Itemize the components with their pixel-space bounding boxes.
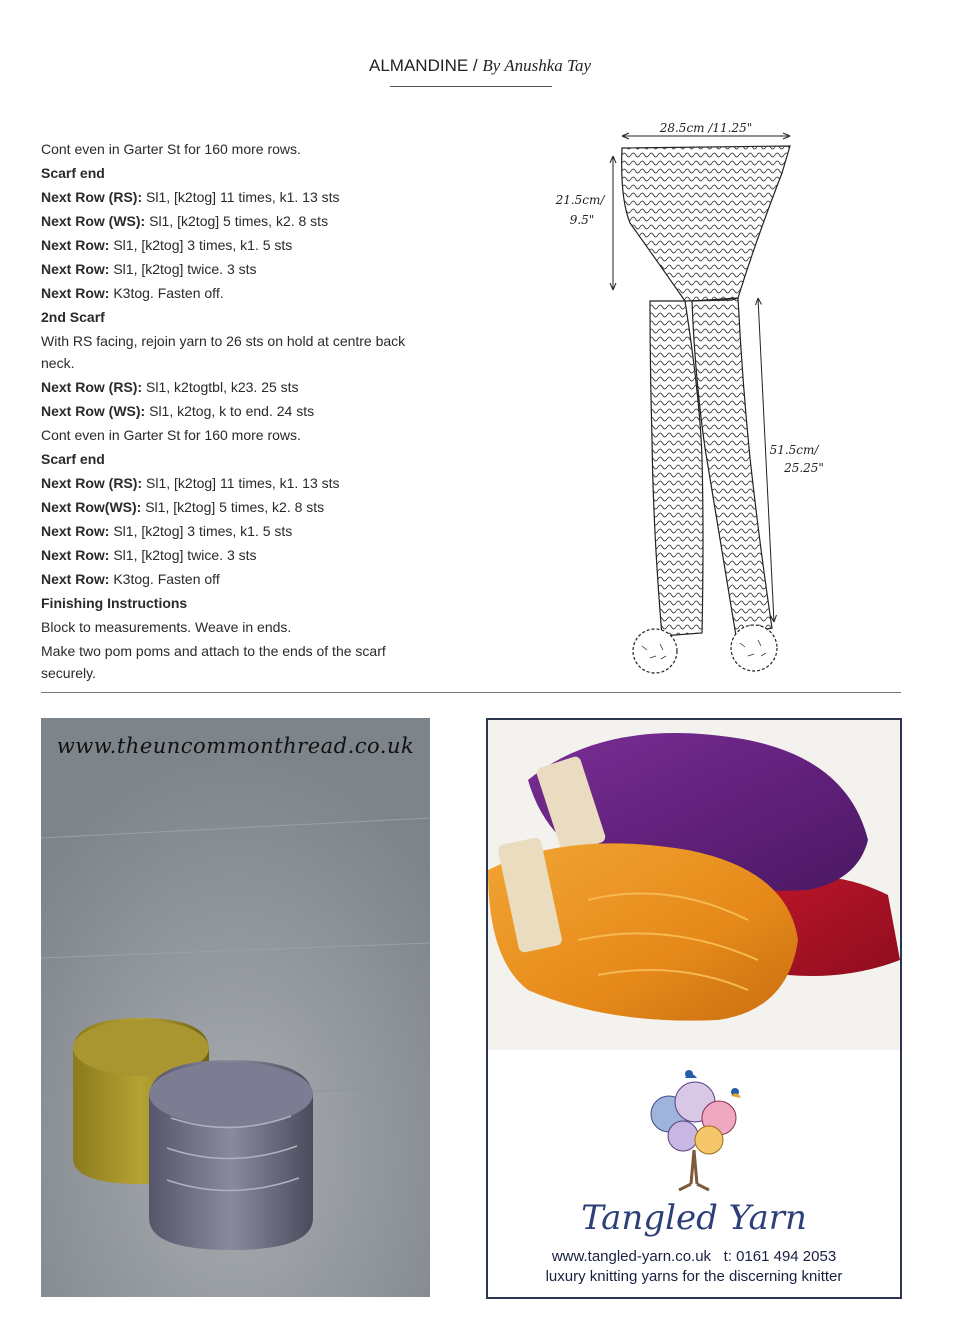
instruction-text: Sl1, k2togtbl, k23. 25 sts <box>142 379 299 395</box>
grey-yarn-cake <box>149 1060 313 1250</box>
instruction-line <box>41 330 441 374</box>
instruction-line <box>41 495 441 519</box>
advert-phone: t: 0161 494 2053 <box>723 1248 837 1265</box>
tangled-yarn-advert[interactable] <box>486 718 902 1299</box>
instruction-text: Sl1, [k2tog] 3 times, k1. 5 sts <box>109 237 293 253</box>
instruction-text: Sl1, [k2tog] 5 times, k2. 8 sts <box>145 213 329 229</box>
instruction-label: Next Row: <box>41 237 110 253</box>
width-measurement-label: 28.5cm /11.25" <box>659 121 753 135</box>
header-underline <box>390 86 552 87</box>
instruction-text: Make two pom poms and attach to the ends of the scarf securely. <box>41 643 386 681</box>
section-heading <box>41 305 441 329</box>
brand-name: Tangled Yarn <box>581 1198 807 1238</box>
instruction-text: Cont even in Garter St for 160 more rows. <box>41 141 301 157</box>
pattern-instructions <box>41 137 441 685</box>
yarn-skeins-photo <box>488 720 900 1050</box>
article-header <box>0 56 960 76</box>
instruction-text: Block to measurements. Weave in ends. <box>41 619 292 635</box>
instruction-label: Next Row (RS): <box>41 475 143 491</box>
scarf-back-panel <box>622 146 790 301</box>
instruction-line <box>41 567 441 591</box>
instruction-text: K3tog. Fasten off. <box>109 285 224 301</box>
instruction-line <box>41 519 441 543</box>
instruction-label: Scarf end <box>41 165 105 181</box>
instruction-text: Sl1, [k2tog] twice. 3 sts <box>109 547 257 563</box>
tangled-yarn-tree-logo <box>639 1062 749 1192</box>
instruction-label: Next Row (RS): <box>41 379 143 395</box>
uncommon-thread-advert[interactable] <box>41 718 430 1297</box>
instruction-text: With RS facing, rejoin yarn to 26 sts on hold at centre back neck. <box>41 333 406 371</box>
instruction-line <box>41 543 441 567</box>
instruction-line <box>41 281 441 305</box>
instruction-label: Scarf end <box>41 451 105 467</box>
instruction-label: Finishing Instructions <box>41 595 188 611</box>
instruction-line <box>41 615 441 639</box>
advert-website-url[interactable]: www.theuncommonthread.co.uk <box>56 734 415 758</box>
instruction-label: Next Row (WS): <box>41 403 146 419</box>
instruction-line <box>41 185 441 209</box>
height-measurement-label-in: 9.5" <box>569 213 595 227</box>
schematic-height-arrow <box>610 156 616 290</box>
instruction-text: Sl1, [k2tog] twice. 3 sts <box>109 261 257 277</box>
instruction-line <box>41 137 441 161</box>
instruction-line <box>41 471 441 495</box>
section-heading <box>41 591 441 615</box>
section-divider <box>41 692 901 693</box>
instruction-text: K3tog. Fasten off <box>109 571 220 587</box>
scarf-schematic <box>550 118 840 683</box>
author-byline: By Anushka Tay <box>482 56 591 75</box>
instruction-label: Next Row: <box>41 261 110 277</box>
length-measurement-label-in: 25.25" <box>784 461 824 475</box>
instruction-label: Next Row(WS): <box>41 499 142 515</box>
instruction-label: Next Row: <box>41 547 110 563</box>
section-heading <box>41 447 441 471</box>
pom-pom-left <box>633 629 677 673</box>
advert-tagline: luxury knitting yarns for the discerning knitter <box>545 1268 843 1285</box>
scarf-right-tail <box>692 298 772 636</box>
instruction-line <box>41 640 441 684</box>
pattern-title: ALMANDINE <box>369 56 469 75</box>
instruction-line <box>41 375 441 399</box>
instruction-line <box>41 257 441 281</box>
instruction-line <box>41 399 441 423</box>
length-measurement-label-cm: 51.5cm/ <box>769 443 819 457</box>
instruction-label: Next Row (WS): <box>41 213 146 229</box>
height-measurement-label-cm: 21.5cm/ <box>555 193 605 207</box>
instruction-text: Sl1, [k2tog] 11 times, k1. 13 sts <box>142 475 340 491</box>
advert-website-link[interactable]: www.tangled-yarn.co.uk <box>551 1248 712 1265</box>
instruction-line <box>41 423 441 447</box>
instruction-line <box>41 209 441 233</box>
instruction-label: Next Row: <box>41 571 110 587</box>
section-heading <box>41 161 441 185</box>
yarn-cakes-photo <box>41 718 430 1297</box>
contact-line <box>488 1248 900 1265</box>
pom-pom-right <box>731 625 777 671</box>
instruction-label: Next Row: <box>41 285 110 301</box>
instruction-text: Sl1, [k2tog] 5 times, k2. 8 sts <box>141 499 325 515</box>
instruction-label: Next Row: <box>41 523 110 539</box>
title-separator: / <box>472 56 478 75</box>
instruction-text: Sl1, k2tog, k to end. 24 sts <box>145 403 315 419</box>
instruction-text: Cont even in Garter St for 160 more rows. <box>41 427 301 443</box>
instruction-label: 2nd Scarf <box>41 309 105 325</box>
instruction-line <box>41 233 441 257</box>
instruction-text: Sl1, [k2tog] 3 times, k1. 5 sts <box>109 523 293 539</box>
instruction-text: Sl1, [k2tog] 11 times, k1. 13 sts <box>142 189 340 205</box>
instruction-label: Next Row (RS): <box>41 189 143 205</box>
